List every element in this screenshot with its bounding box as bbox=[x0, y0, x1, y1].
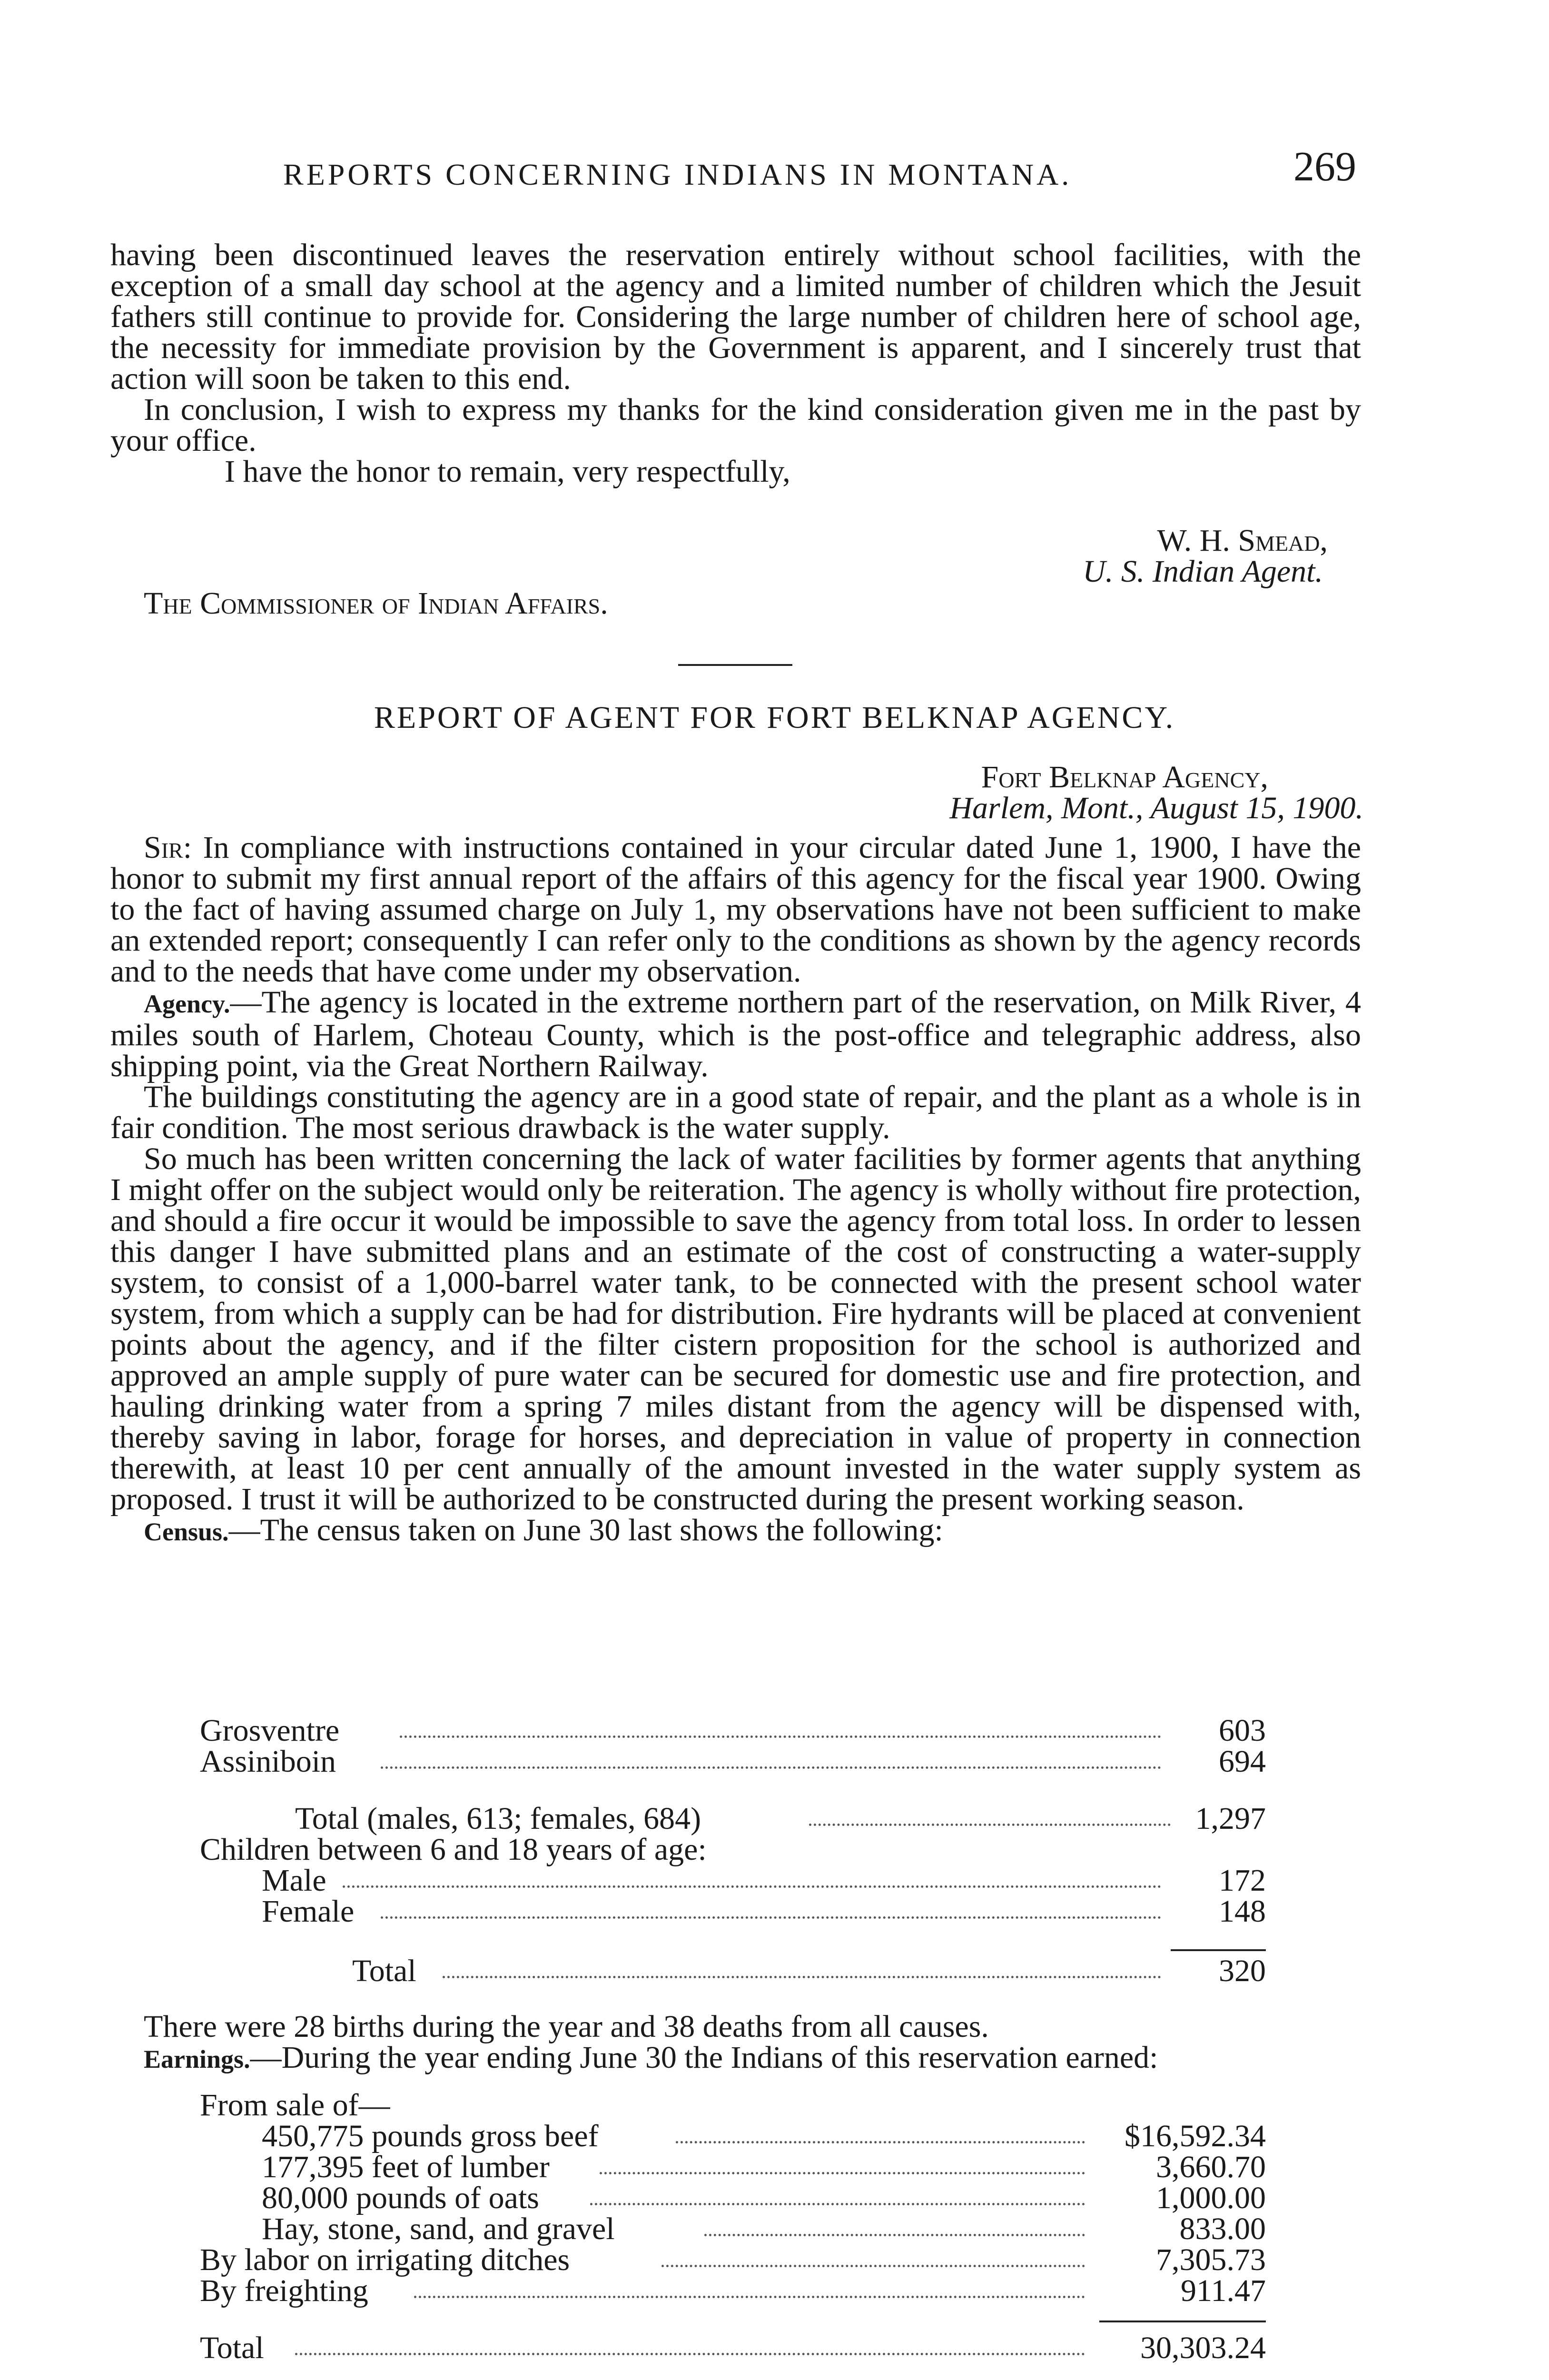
census-row-grosventre: Grosventre 603 bbox=[200, 1713, 1266, 1748]
page-header bbox=[114, 143, 1361, 205]
earnings-sum-rule bbox=[1099, 2320, 1266, 2322]
earnings-row-oats: 80,000 pounds of oats 1,000.00 bbox=[262, 2181, 1266, 2215]
signer-name: W. H. Smead, bbox=[1157, 523, 1328, 558]
paragraph-school-facilities: having been discontinued leaves the reservation entirely without school facilities, with the exception of a small day school at the agency and a limited number of children which the Jesuit fathers still continue to provide for. Considering the large number of children here of school age, the necessity for immediate provision by the Government is apparent, and I sincerely trust that action will soon be taken to this end. bbox=[110, 238, 1361, 396]
paragraph-buildings: The buildings constituting the agency are in a good state of repair, and the plant as a whole is in fair condition. The most serious drawback is the water supply. bbox=[110, 1080, 1361, 1145]
paragraph-water-supply: So much has been written concerning the lack of water facilities by former agents that anything I might offer on the subject would only be reiteration. The agency is wholly without fire protection, and should a fire occur it would be impossible to save the agency from total loss. In order to lessen this danger I have submitted plans and an estimate of the cost of constructing a water-supply system, to consist of a 1,000-barrel water tank, to be connected with the present school water system, from which a supply can be had for distribution. Fire hydrants will be placed at convenient points about the agency, and if the filter cistern proposition for the school is authorized and approved an ample supply of pure water can be secured for domestic use and fire protection, and hauling drinking water from a spring 7 miles distant from the agency will be dispensed with, thereby saving in labor, forage for horses, and depreciation in value of property in connection therewith, at least 10 per cent annually of the amount invested in the water supply system as proposed. I trust it will be authorized to be constructed during the present working season. bbox=[110, 1141, 1361, 1517]
vital-statistics bbox=[110, 2011, 1361, 2075]
earnings-row-beef: 450,775 pounds gross beef $16,592.34 bbox=[262, 2119, 1266, 2153]
census-row-children-heading: Children between 6 and 18 years of age: bbox=[200, 1832, 707, 1867]
earnings-row-lumber: 177,395 feet of lumber 3,660.70 bbox=[262, 2150, 1266, 2184]
report-dateline: Harlem, Mont., August 15, 1900. bbox=[949, 791, 1363, 825]
closing-line: I have the honor to remain, very respectfully, bbox=[225, 454, 790, 489]
paragraph-conclusion: In conclusion, I wish to express my thanks for the kind consideration given me in the past by your office. bbox=[110, 392, 1361, 458]
census-table bbox=[200, 1713, 1266, 1988]
signer-title: U. S. Indian Agent. bbox=[1083, 554, 1323, 589]
census-row-total: Total (males, 613; females, 684) 1,297 bbox=[295, 1801, 1266, 1836]
report-body bbox=[110, 832, 1361, 1547]
report-place: Fort Belknap Agency, bbox=[981, 760, 1268, 794]
earnings-table bbox=[200, 2087, 1266, 2365]
paragraph-earnings-intro: Earnings.—During the year ending June 30 the Indians of this reservation earned: bbox=[144, 2040, 1158, 2075]
earnings-row-heading: From sale of— bbox=[200, 2088, 390, 2122]
earnings-row-irrigation: By labor on irrigating ditches 7,305.73 bbox=[200, 2242, 1266, 2277]
running-title: REPORTS CONCERNING INDIANS IN MONTANA. bbox=[283, 158, 1072, 191]
paragraph-agency: Agency.—The agency is located in the extreme northern part of the reservation, on Milk River, 4 miles south of Harlem, Choteau County, which is the post-office and telegraphic address, also shipping point, via the Great Northern Railway. bbox=[110, 985, 1361, 1083]
earnings-row-freighting: By freighting 911.47 bbox=[200, 2273, 1266, 2308]
earnings-row-hay: Hay, stone, sand, and gravel 833.00 bbox=[262, 2211, 1266, 2246]
section-divider bbox=[678, 664, 792, 666]
page-number: 269 bbox=[1293, 144, 1356, 190]
paragraph-census-intro: Census.—The census taken on June 30 last shows the following: bbox=[144, 1513, 943, 1547]
previous-report-text bbox=[110, 239, 1361, 487]
paragraph-intro: Sir: In compliance with instructions contained in your circular dated June 1, 1900, I have the honor to submit my first annual report of the affairs of this agency for the fiscal year 1900. Owing to the fact of having assumed charge on July 1, my observations have not been sufficient to make an extended report; consequently I can refer only to the conditions as shown by the agency records and to the needs that have come under my observation. bbox=[110, 830, 1361, 989]
census-sum-rule bbox=[1171, 1949, 1266, 1951]
earnings-row-total: Total 30,303.24 bbox=[200, 2330, 1266, 2365]
census-row-female: Female 148 bbox=[262, 1894, 1266, 1929]
census-row-assiniboin: Assiniboin 694 bbox=[200, 1744, 1266, 1779]
addressee: The Commissioner of Indian Affairs. bbox=[144, 586, 608, 621]
census-row-children-total: Total 320 bbox=[352, 1954, 1266, 1988]
census-row-male: Male 172 bbox=[262, 1863, 1266, 1898]
paragraph-births: There were 28 births during the year and 38 deaths from all causes. bbox=[144, 2009, 989, 2044]
report-heading: REPORT OF AGENT FOR FORT BELKNAP AGENCY. bbox=[374, 700, 1175, 735]
